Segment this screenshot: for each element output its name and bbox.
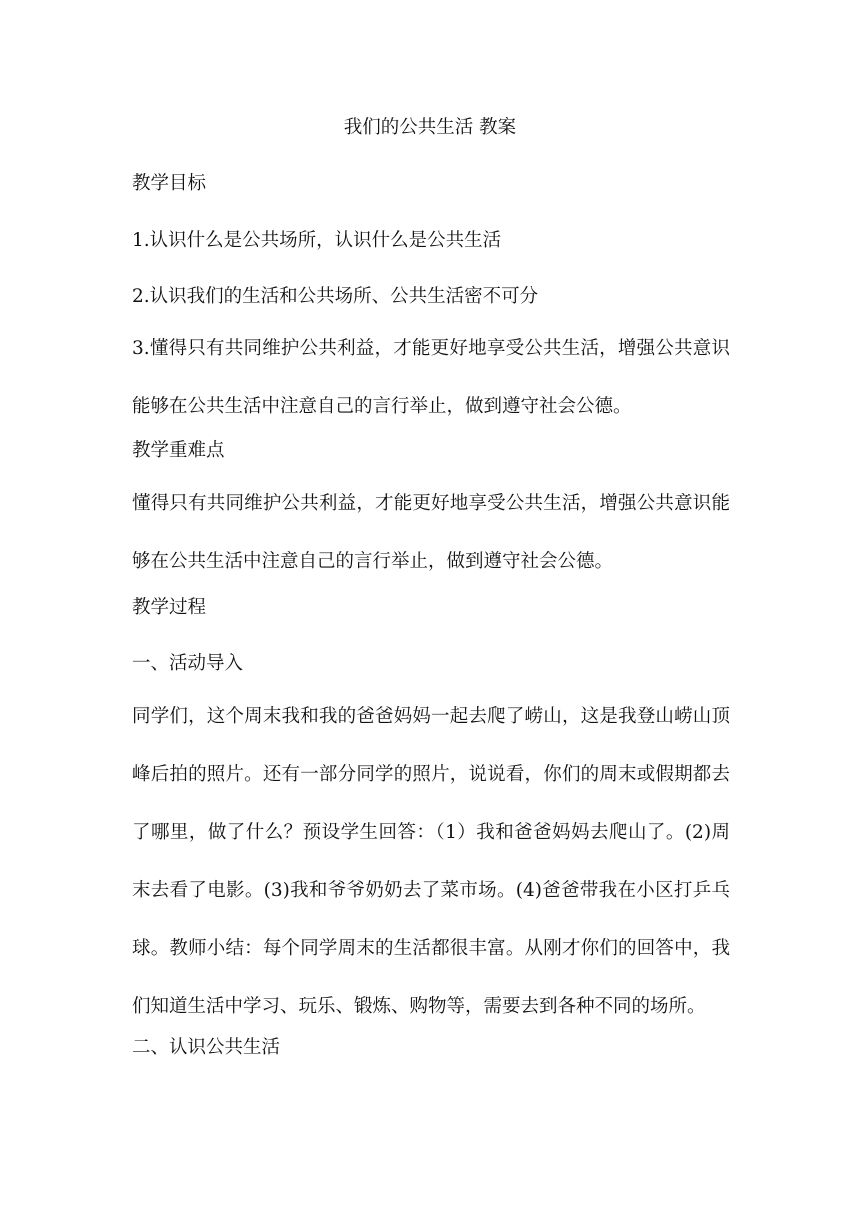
step-1-text: 同学们，这个周末我和我的爸爸妈妈一起去爬了崂山，这是我登山崂山顶峰后拍的照片。还有一部分同学的照片，说说看，你们的周末或假期都去了哪里，做了什么？预设学生回答：（1）我和爸爸妈妈去爬山了。(2)周末去看了电影。(3)我和爷爷奶奶去了菜市场。(4)爸爸带我在小区打乒乓球。教师小结：每个同学周末的生活都很丰富。从刚才你们的回答中，我们知道生活中学习、玩乐、锻炼、购物等，需要去到各种不同的场所。 xyxy=(132,706,730,1017)
goal-item-1: 1.认识什么是公共场所，认识什么是公共生活 xyxy=(132,230,502,251)
goal-item-2: 2.认识我们的生活和公共场所、公共生活密不可分 xyxy=(132,286,539,307)
key-points-text: 懂得只有共同维护公共利益，才能更好地享受公共生活，增强公共意识能够在公共生活中注意自己的言行举止，做到遵守社会公德。 xyxy=(132,493,730,572)
document-title: 我们的公共生活 教案 xyxy=(343,117,517,138)
process-heading: 教学过程 xyxy=(132,597,207,618)
goal-item-3: 3.懂得只有共同维护公共利益，才能更好地享受公共生活，增强公共意识能够在公共生活中注意自己的言行举止，做到遵守社会公德。 xyxy=(132,338,730,417)
step-1-heading: 一、活动导入 xyxy=(132,653,244,674)
step-2-heading: 二、认识公共生活 xyxy=(132,1037,281,1058)
goals-heading: 教学目标 xyxy=(132,173,207,194)
key-points-heading: 教学重难点 xyxy=(132,440,225,461)
